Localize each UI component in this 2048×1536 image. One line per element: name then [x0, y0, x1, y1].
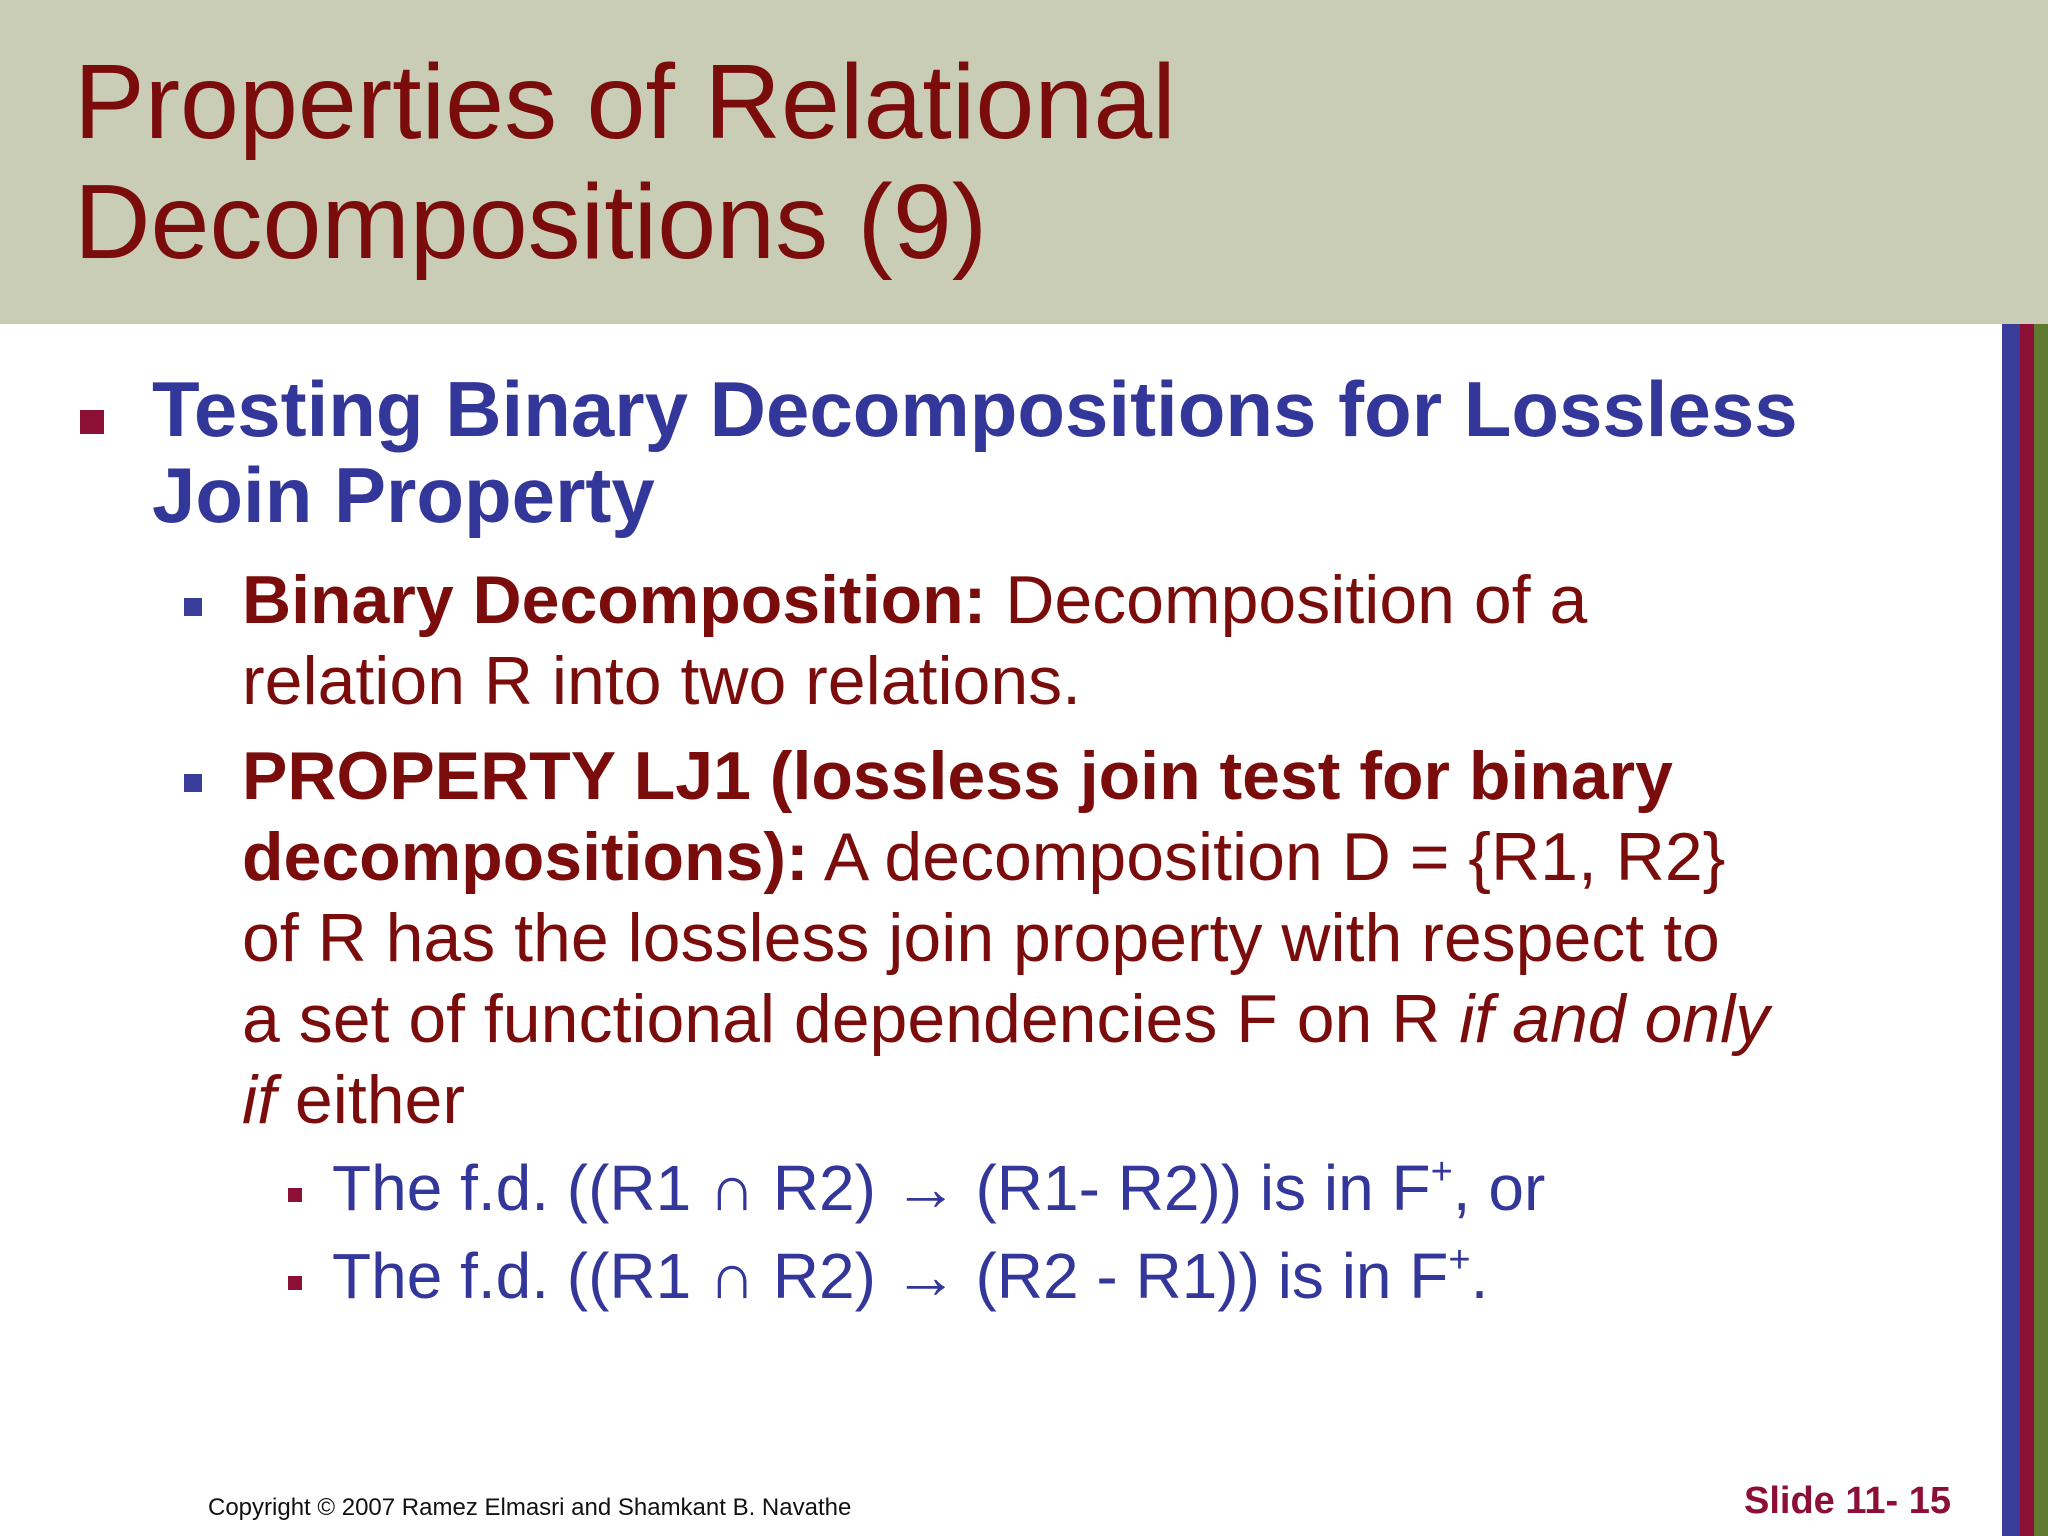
definition-text-line: relation R into two relations. — [242, 643, 1082, 719]
square-bullet-icon — [80, 410, 104, 434]
slide-title — [74, 42, 1176, 282]
title-band — [0, 0, 2048, 324]
property-text: a set of functional dependencies F on R — [242, 981, 1460, 1057]
term-property-lj1-cont: decompositions): — [242, 819, 809, 895]
square-bullet-icon — [288, 1276, 302, 1290]
definition-text: Decomposition of a — [986, 562, 1588, 638]
right-accent-bar-red — [2020, 324, 2034, 1536]
copyright-notice: Copyright © 2007 Ramez Elmasri and Shamkant B. Navathe — [208, 1494, 852, 1521]
slide-title-line1: Properties of Relational — [74, 43, 1176, 161]
fd-closure-plus: + — [1448, 1239, 1471, 1281]
emphasis-if-and-only: if and only — [1459, 981, 1770, 1057]
bullet-text-line: Testing Binary Decompositions for Lossless — [152, 365, 1798, 453]
slide-number: Slide 11- 15 — [1744, 1480, 1952, 1522]
fd-tail: . — [1470, 1240, 1489, 1312]
property-text-line: of R has the lossless join property with respect to — [242, 900, 1720, 976]
slide-title-line2: Decompositions (9) — [74, 163, 988, 281]
square-bullet-icon — [184, 774, 202, 792]
emphasis-if: if — [242, 1062, 276, 1138]
property-text: either — [276, 1062, 465, 1138]
term-binary-decomposition: Binary Decomposition: — [242, 562, 987, 638]
square-bullet-icon — [288, 1188, 302, 1202]
square-bullet-icon — [184, 598, 202, 616]
fd-text: The f.d. ((R1 ∩ R2) → (R2 - R1)) is in F — [332, 1240, 1449, 1312]
fd-tail: , or — [1452, 1152, 1546, 1224]
fd-text: The f.d. ((R1 ∩ R2) → (R1- R2)) is in F — [332, 1152, 1431, 1224]
right-accent-bar-green — [2034, 324, 2048, 1536]
bullet-text-line: Join Property — [152, 451, 655, 539]
right-accent-bar-blue — [2002, 324, 2020, 1536]
fd-closure-plus: + — [1430, 1151, 1453, 1193]
property-text: A decomposition D = {R1, R2} — [808, 819, 1726, 895]
term-property-lj1: PROPERTY LJ1 (lossless join test for binary — [242, 738, 1673, 814]
